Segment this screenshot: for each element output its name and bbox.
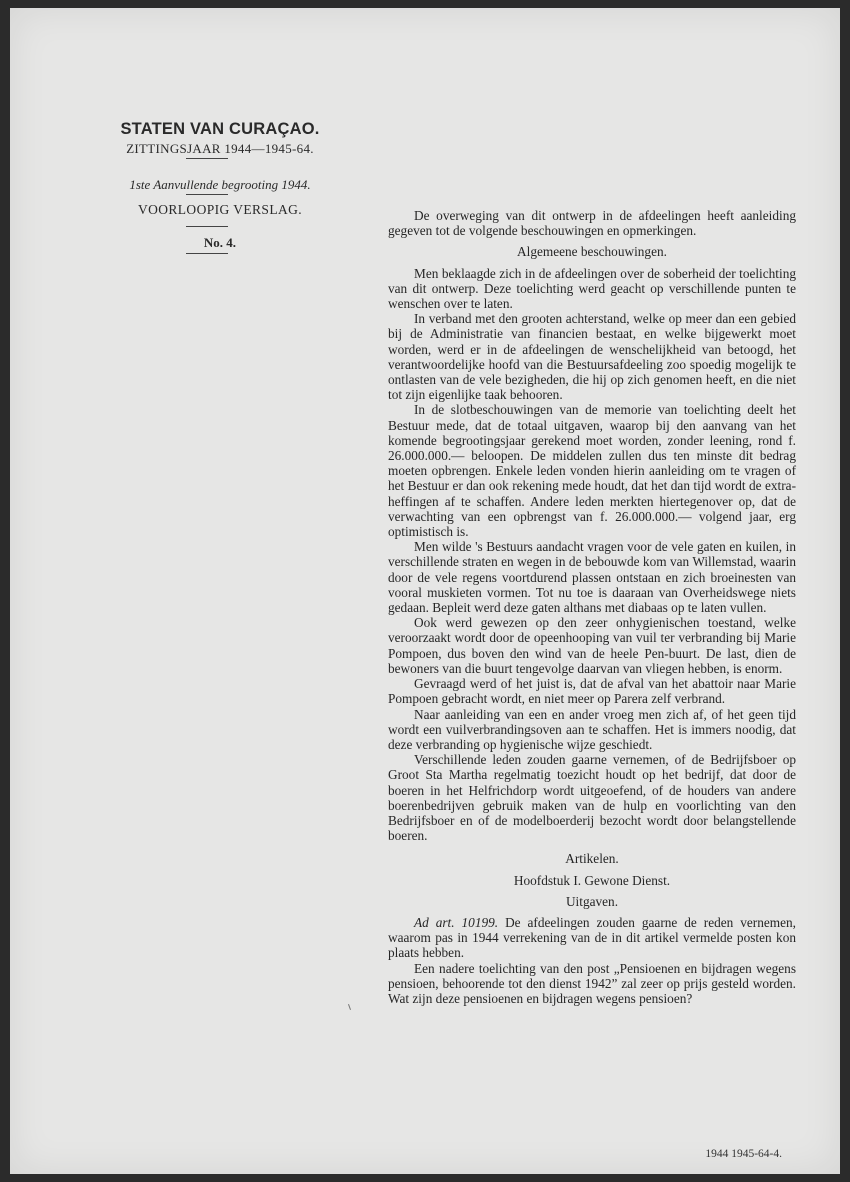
paragraph: Ook werd gewezen op den zeer onhygienischen toestand, welke veroorzaakt wordt door de opeenhooping van vuil ter verbranding bij Marie Pompoen, dus boven den wind van de heele Pen-buurt. De last, dien de bewoners van die buurt tengevolge daarvan van vliegen hebben, is enorm. <box>388 615 796 676</box>
paragraph: Men beklaagde zich in de afdeelingen over de soberheid der toelichting van dit ontwerp. Deze toelichting werd geacht op verschillende punten te wenschen over te laten. <box>388 265 796 312</box>
article-text: De afdeelingen zouden gaarne de reden vernemen, waarom pas in 1944 verrekening van de in dit artikel vermelde posten kon plaats hebben. <box>388 914 797 961</box>
document-page <box>10 8 840 1174</box>
article-paragraph <box>388 915 796 961</box>
section-heading-expenses: Uitgaven. <box>565 893 619 909</box>
divider-rule <box>186 226 228 227</box>
stray-mark <box>348 1004 351 1010</box>
paragraph: Een nadere toelichting van den post „Pensioenen en bijdragen wegens pensioen, behoorende tot den dienst 1942” zal zeer op prijs gesteld worden. Wat zijn deze pensioenen en bijdragen wegens pensioen? <box>388 960 796 1006</box>
paragraph: In de slotbeschouwingen van de memorie van toelichting deelt het Bestuur mede, dat de totaal uitgaven, waarop bij den aanvang van het komende begrootingsjaar gerekend moet worden, zonder leening, rond f. 26.000.000.— beloopen. De middelen zullen dus ten minste dit bedrag moeten opbrengen. Enkele leden vonden hierin aanleiding om te vragen of het Bestuur er dan ook rekening mede houdt, dat het dan tijd wordt de extra-heffingen af te schaffen. Andere leden merkten hiertegenover op, dat de verwachting van een opbrengst van f. 26.000.000.— volgend jaar, erg optimistisch is. <box>388 402 796 540</box>
budget-title: 1ste Aanvullende begrooting 1944. <box>129 177 311 192</box>
paragraph: Men wilde 's Bestuurs aandacht vragen voor de vele gaten en kuilen, in verschillende straten en wegen in de bebouwde kom van Willemstad, waarin door de vele regens voortdurend plassen ontstaan en zich broeinesten van vooral muskieten vormen. Tot nu toe is daaraan van Overheidswege niets gedaan. Bepleit werd deze gaten althans met diabaas op te laten vullen. <box>388 539 796 616</box>
document-title: STATEN VAN CURAÇAO. <box>120 120 320 138</box>
session-year: ZITTINGSJAAR 1944—1945-64. <box>126 141 314 156</box>
report-number: No. 4. <box>203 235 237 250</box>
section-heading-general: Algemeene beschouwingen. <box>517 244 667 260</box>
article-label: Ad art. 10199. <box>414 914 499 930</box>
paragraph: In verband met den grooten achterstand, welke op meer dan een gebied bij de Administratie van financien bestaat, en welke bijgewerkt moet worden, werd er in de afdeelingen de wenschelijkheid van betoogd, het verantwoordelijke hoofd van die Bestuursafdeeling zoo spoedig mogelijk te ontlasten van de vele bezigheden, die hij op zich genomen heeft, en die niet tot zijn eigenlijke taak behooren. <box>388 311 796 403</box>
divider-rule <box>186 194 228 195</box>
divider-rule <box>186 158 228 159</box>
intro-paragraph: De overweging van dit ontwerp in de afdeelingen heeft aanleiding gegeven tot de volgende beschouwingen en opmerkingen. <box>388 208 796 239</box>
report-title: VOORLOOPIG VERSLAG. <box>137 202 303 217</box>
paragraph: Verschillende leden zouden gaarne vernemen, of de Bedrijfsboer op Groot Sta Martha regelmatig toezicht houdt op het bedrijf, dat door de boeren in het Helfrichdorp wordt uitgeoefend, of de houders van andere boerenbedrijven gebruik maken van de hulp en voorlichting van den Bedrijfsboer en of de modelboerderij bezocht wordt door belangstellende boeren. <box>388 752 796 844</box>
divider-rule <box>186 253 228 254</box>
report-body <box>388 208 796 1006</box>
paragraph: Gevraagd werd of het juist is, dat de afval van het abattoir naar Marie Pompoen gebracht wordt, en niet meer op Parera zelf verbrand. <box>388 676 796 707</box>
paragraph: Naar aanleiding van een en ander vroeg men zich af, of het geen tijd wordt een vuilverbrandingsoven aan te schaffen. Het is immers noodig, dat deze verbranding op hygienische wijze geschiedt. <box>388 706 796 752</box>
section-heading-articles: Artikelen. <box>565 851 619 867</box>
footer-code: 1944 1945-64-4. <box>705 1148 782 1160</box>
section-heading-chapter: Hoofdstuk I. Gewone Dienst. <box>513 872 671 888</box>
